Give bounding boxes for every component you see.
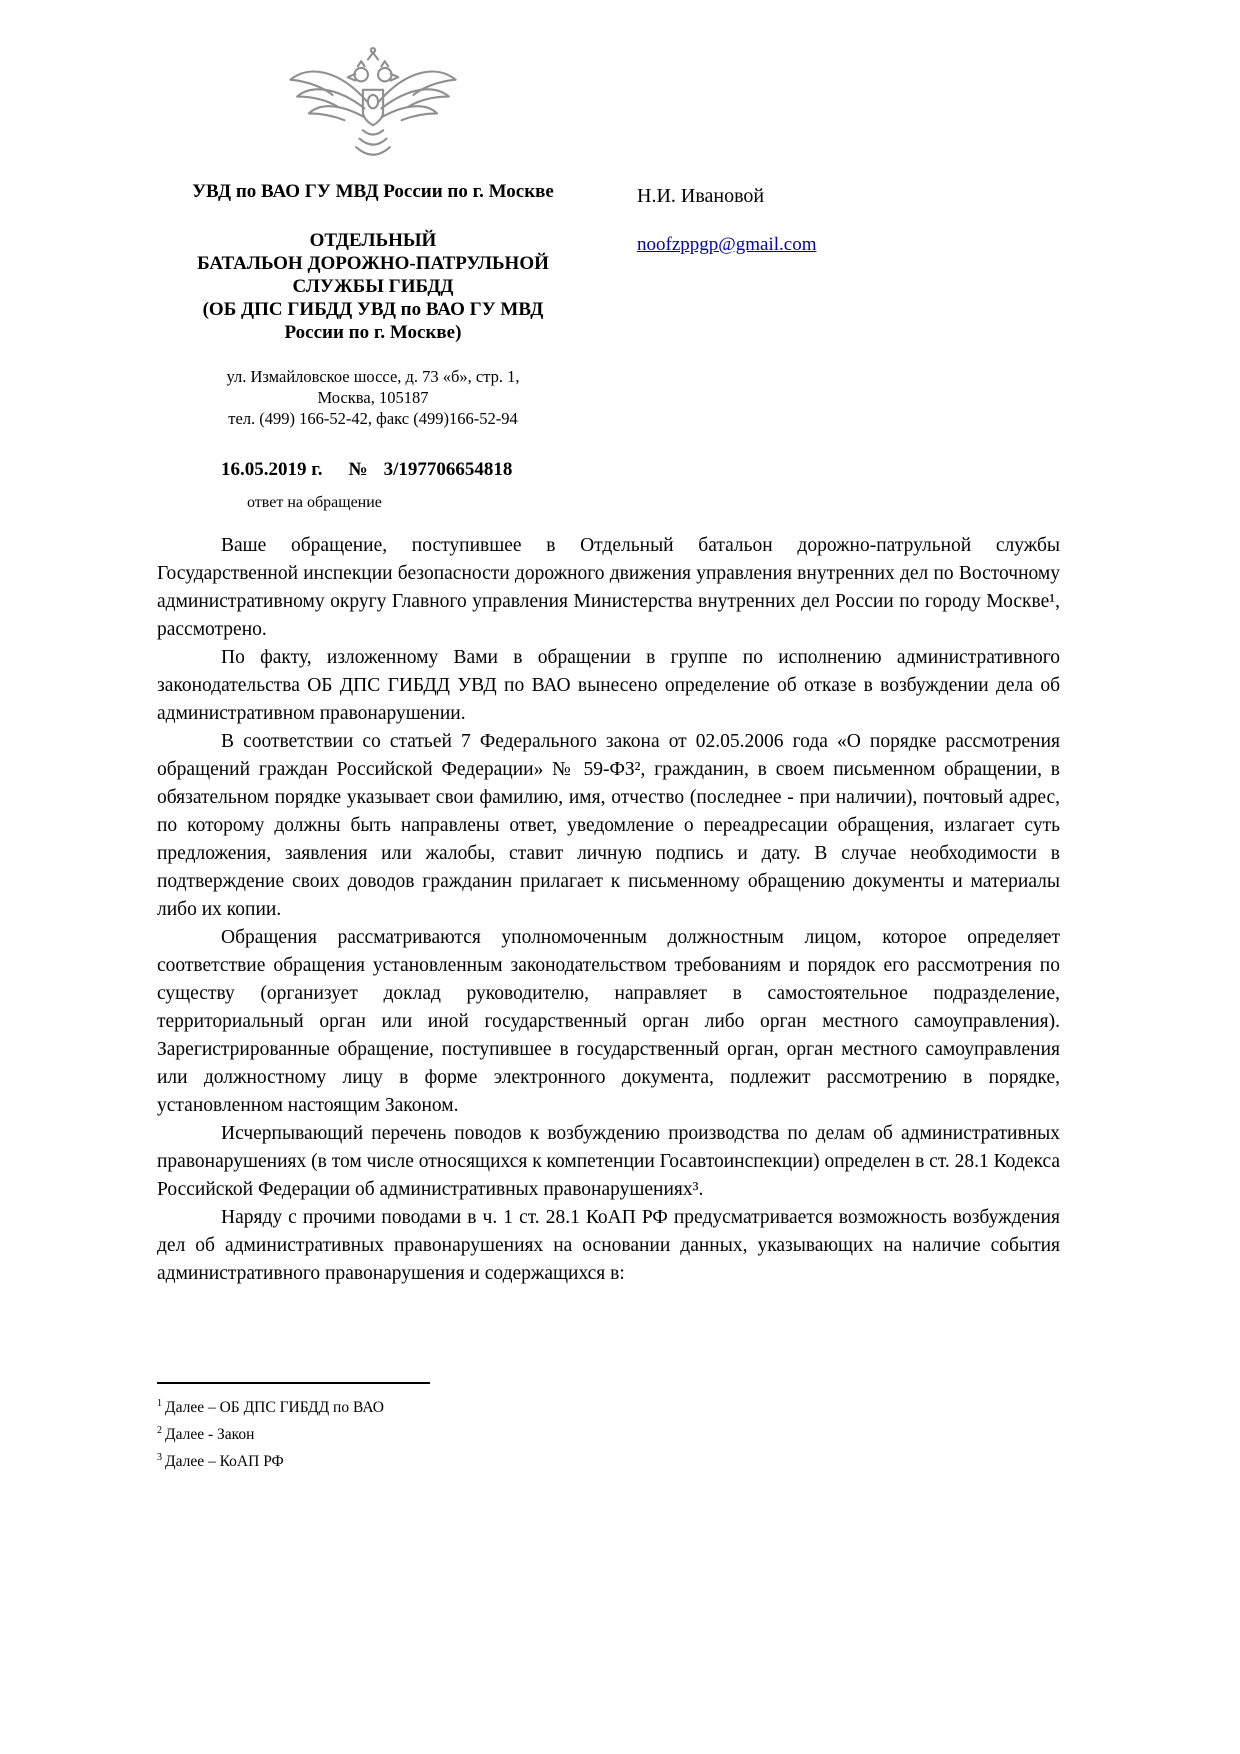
doc-number-sign: №: [348, 459, 368, 480]
doc-subject: ответ на обращение: [247, 494, 382, 511]
recipient-block: [637, 46, 817, 257]
footnote-text: Далее – ОБ ДПС ГИБДД по ВАО: [165, 1399, 384, 1417]
body-paragraph: В соответствии со статьей 7 Федерального закона от 02.05.2006 года «О порядке рассмотрения обращений граждан Российской Федерации» № 59-ФЗ², гражданин, в своем письменном обращении, в обязательном порядке указывает свои фамилию, имя, отчество (последнее - при наличии), почтовый адрес, по которому должны быть направлены ответ, уведомление о переадресации обращения, излагает суть предложения, заявления или жалобы, ставит личную подпись и дату. В случае необходимости в подтверждение своих доводов гражданин прилагает к письменному обращению документы и материалы либо их копии.: [157, 731, 1060, 920]
org-title-line: (ОБ ДПС ГИБДД УВД по ВАО ГУ МВД: [202, 299, 544, 320]
footnote-text: Далее – КоАП РФ: [165, 1453, 284, 1471]
org-address-line: Москва, 105187: [317, 388, 429, 407]
org-address-line: ул. Измайловское шоссе, д. 73 «б», стр. 1,: [226, 367, 520, 386]
body-paragraph: Наряду с прочими поводами в ч. 1 ст. 28.1 КоАП РФ предусматривается возможность возбуждения дел об административных правонарушениях на основании данных, указывающих на наличие события административного правонарушения и содержащихся в:: [157, 1207, 1060, 1284]
recipient-email-link[interactable]: noofzppgp@gmail.com: [637, 234, 817, 255]
letter-body: [157, 532, 1060, 1288]
footnote-item: [157, 1419, 1060, 1446]
footnotes-block: [157, 1382, 1060, 1473]
doc-date: 16.05.2019 г.: [221, 459, 323, 480]
recipient-name: Н.И. Ивановой: [637, 185, 765, 207]
doc-number: 3/197706654818: [383, 459, 513, 480]
letterhead-left-column: [157, 46, 589, 512]
footnote-marker: 3: [157, 1452, 163, 1464]
org-title: [157, 229, 589, 344]
org-title-line: России по г. Москве): [284, 322, 462, 343]
footnote-item: [157, 1392, 1060, 1419]
org-title-line: ОТДЕЛЬНЫЙ: [309, 230, 437, 251]
body-paragraph: Обращения рассматриваются уполномоченным должностным лицом, которое определяет соответствие обращения установленным законодательством требованиям и порядок его рассмотрения по существу (организует доклад руководителю, направляет в самостоятельное подразделение, территориальный орган или иной государственный орган либо орган местного самоуправления). Зарегистрированные обращение, поступившее в государственный орган, орган местного самоуправления или должностному лицу в форме электронного документа, подлежит рассмотрению в порядке, установленном настоящим Законом.: [157, 927, 1060, 1116]
body-paragraph: Ваше обращение, поступившее в Отдельный батальон дорожно-патрульной службы Государственной инспекции безопасности дорожного движения управления внутренних дел по Восточному административному округу Главного управления Министерства внутренних дел России по городу Москве¹, рассмотрено.: [157, 535, 1060, 640]
org-address: [157, 366, 589, 429]
footnote-item: [157, 1446, 1060, 1473]
footnote-marker: 1: [157, 1398, 163, 1409]
mvd-eagle-emblem-icon: [157, 46, 589, 164]
body-paragraph: По факту, изложенному Вами в обращении в группе по исполнению административного законодательства ОБ ДПС ГИБДД УВД по ВАО вынесено определение об отказе в возбуждении дела об административном правонарушении.: [157, 647, 1060, 724]
org-title-line: СЛУЖБЫ ГИБДД: [292, 276, 454, 297]
org-address-line: тел. (499) 166-52-42, факс (499)166-52-94: [228, 409, 518, 428]
org-parent-name: УВД по ВАО ГУ МВД России по г. Москве: [192, 181, 554, 202]
body-paragraph: Исчерпывающий перечень поводов к возбуждению производства по делам об административных правонарушениях (в том числе относящихся к компетенции Госавтоинспекции) определен в ст. 28.1 Кодекса Российской Федерации об административных правонарушениях³.: [157, 1123, 1060, 1200]
footnote-divider: [157, 1382, 430, 1384]
letterhead: [0, 0, 1240, 512]
footnote-marker: 2: [157, 1425, 163, 1437]
footnote-text: Далее - Закон: [165, 1426, 255, 1444]
document-meta-line: [157, 459, 589, 481]
org-title-line: БАТАЛЬОН ДОРОЖНО-ПАТРУЛЬНОЙ: [197, 253, 549, 274]
